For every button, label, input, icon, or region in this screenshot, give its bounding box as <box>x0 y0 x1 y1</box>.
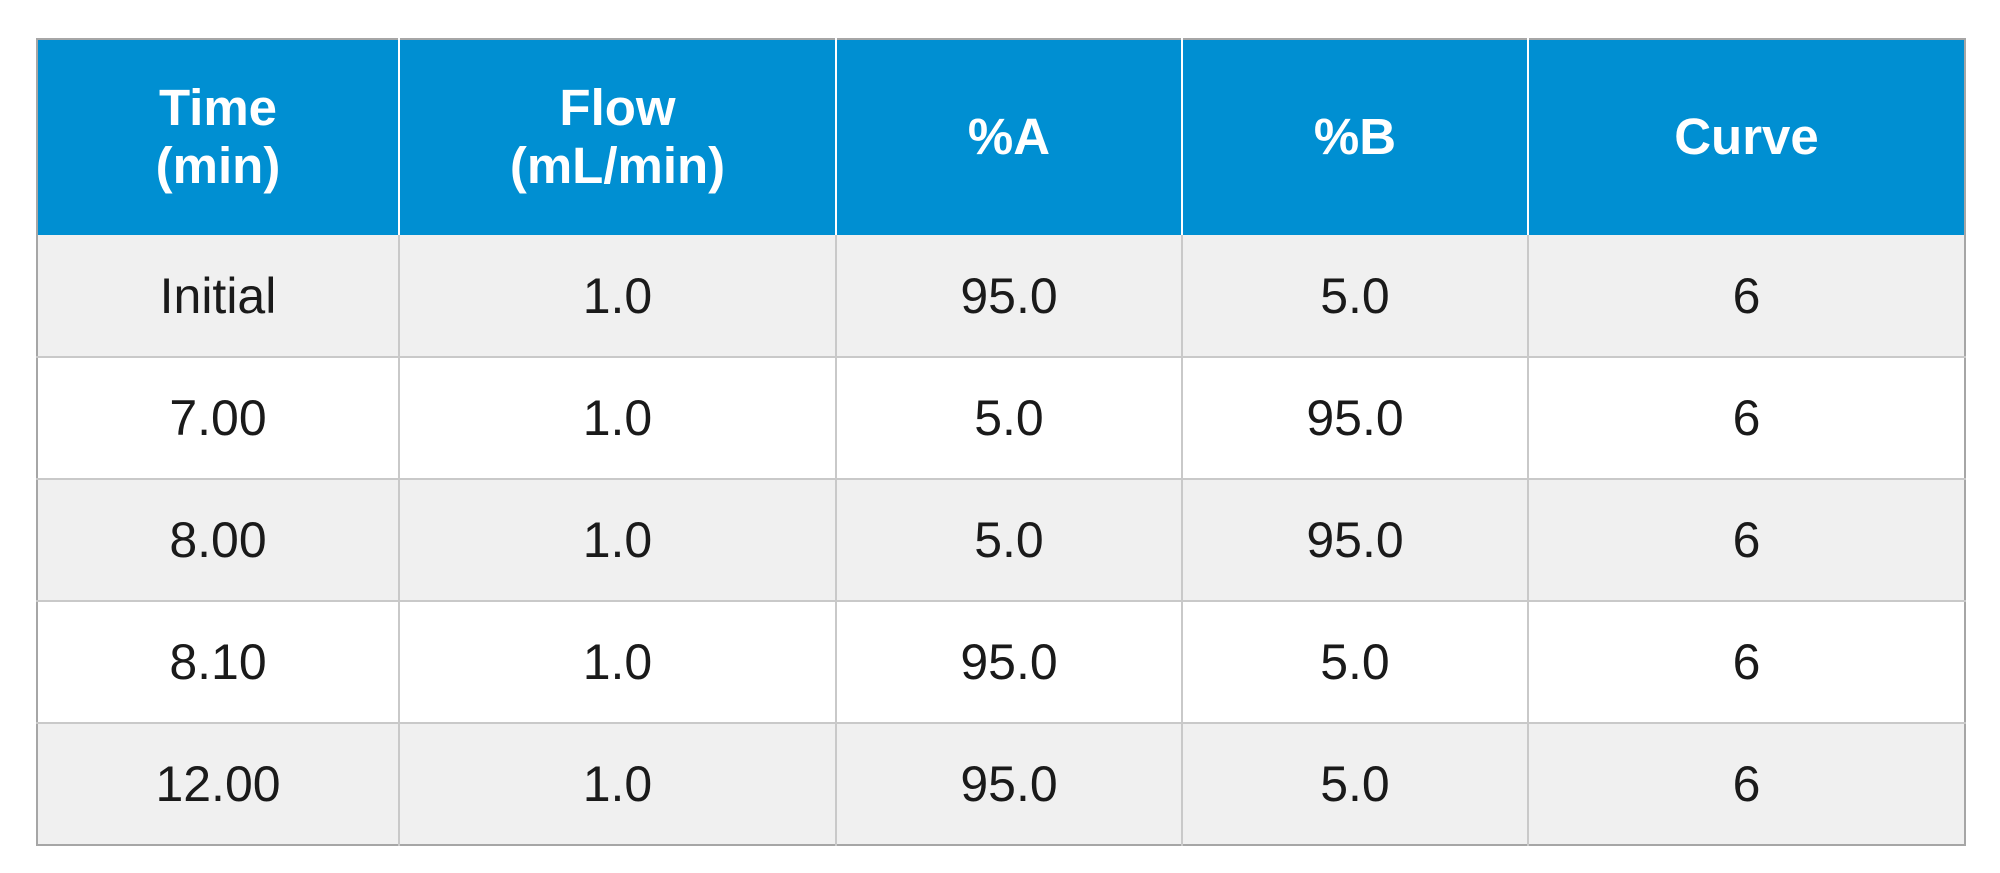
cell-curve: 6 <box>1528 601 1965 723</box>
cell-time: 7.00 <box>37 357 399 479</box>
table-row <box>37 601 1965 723</box>
table-row <box>37 235 1965 357</box>
table-body <box>37 235 1965 845</box>
cell-percent-b: 5.0 <box>1182 235 1528 357</box>
column-header-time <box>37 39 399 235</box>
cell-percent-b: 95.0 <box>1182 357 1528 479</box>
cell-percent-a: 95.0 <box>836 601 1182 723</box>
cell-percent-a: 95.0 <box>836 235 1182 357</box>
column-header-curve-line1: Curve <box>1674 107 1819 165</box>
cell-percent-b: 5.0 <box>1182 723 1528 845</box>
cell-time: 8.10 <box>37 601 399 723</box>
cell-curve: 6 <box>1528 479 1965 601</box>
gradient-table <box>36 38 1966 846</box>
cell-percent-b: 95.0 <box>1182 479 1528 601</box>
table-row <box>37 479 1965 601</box>
cell-flow: 1.0 <box>399 601 836 723</box>
cell-curve: 6 <box>1528 235 1965 357</box>
column-header-percent-b-line1: %B <box>1313 107 1397 165</box>
table-row <box>37 357 1965 479</box>
column-header-flow <box>399 39 836 235</box>
column-header-percent-a <box>836 39 1182 235</box>
cell-percent-a: 5.0 <box>836 357 1182 479</box>
cell-flow: 1.0 <box>399 723 836 845</box>
column-header-curve <box>1528 39 1965 235</box>
column-header-percent-b <box>1182 39 1528 235</box>
column-header-flow-line2: (mL/min) <box>509 136 726 194</box>
column-header-flow-line1: Flow <box>559 79 676 137</box>
column-header-time-line1: Time <box>158 79 278 137</box>
cell-percent-b: 5.0 <box>1182 601 1528 723</box>
cell-curve: 6 <box>1528 723 1965 845</box>
cell-time: 12.00 <box>37 723 399 845</box>
cell-percent-a: 5.0 <box>836 479 1182 601</box>
cell-time: Initial <box>37 235 399 357</box>
cell-flow: 1.0 <box>399 235 836 357</box>
cell-flow: 1.0 <box>399 479 836 601</box>
header-row <box>37 39 1965 235</box>
gradient-table-container <box>36 38 1964 846</box>
cell-curve: 6 <box>1528 357 1965 479</box>
column-header-percent-a-line1: %A <box>967 107 1051 165</box>
column-header-time-line2: (min) <box>155 136 281 194</box>
table-row <box>37 723 1965 845</box>
cell-flow: 1.0 <box>399 357 836 479</box>
cell-time: 8.00 <box>37 479 399 601</box>
table-header <box>37 39 1965 235</box>
cell-percent-a: 95.0 <box>836 723 1182 845</box>
